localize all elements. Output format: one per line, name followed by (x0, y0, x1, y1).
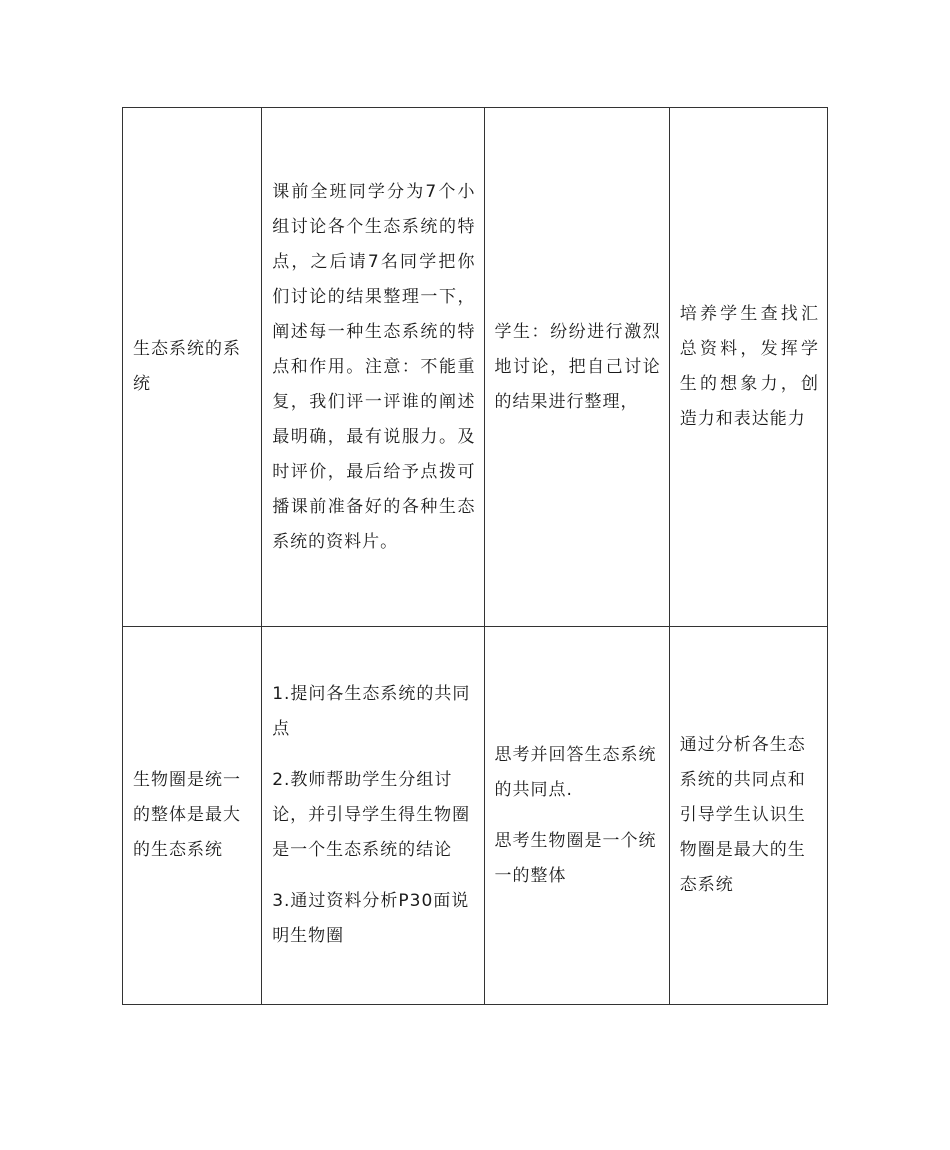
topic-text: 生态系统的系统 (133, 339, 241, 394)
table-row (123, 627, 828, 1005)
student-activity-text-2: 思考生物圈是一个统一的整体 (494, 830, 657, 886)
table-row (123, 108, 828, 627)
student-activity-text-1: 思考并回答生态系统的共同点. (494, 744, 657, 800)
topic-cell (123, 627, 262, 1005)
teacher-activity-cell (262, 627, 484, 1005)
design-intent-cell (669, 627, 827, 1005)
design-intent-text: 通过分析各生态系统的共同点和引导学生认识生物圈是最大的生态系统 (679, 735, 806, 895)
design-intent-text: 培养学生查找汇总资料，发挥学生的想象力，创造力和表达能力 (679, 304, 819, 429)
topic-text: 生物圈是统一的整体是最大的生态系统 (133, 770, 241, 860)
teacher-step-1: 1.提问各生态系统的共同点 (272, 684, 471, 739)
teacher-activity-cell (262, 108, 484, 627)
student-activity-cell (484, 108, 669, 627)
topic-cell (123, 108, 262, 627)
teacher-step-3: 3.通过资料分析P30面说明生物圈 (272, 891, 470, 946)
teacher-activity-text: 课前全班同学分为7个小组讨论各个生态系统的特点，之后请7名同学把你们讨论的结果整理一下，阐述每一种生态系统的特点和作用。注意：不能重复，我们评一评谁的阐述最明确，最有说服力。及时评价，最后给予点拨可播课前准备好的各种生态系统的资料片。 (272, 181, 476, 552)
teacher-step-2: 2.教师帮助学生分组讨论，并引导学生得生物圈是一个生态系统的结论 (272, 770, 471, 860)
design-intent-cell (669, 108, 827, 627)
student-activity-cell (484, 627, 669, 1005)
lesson-plan-table (122, 107, 828, 1005)
student-activity-text: 学生：纷纷进行激烈地讨论，把自己讨论的结果进行整理， (494, 321, 661, 412)
